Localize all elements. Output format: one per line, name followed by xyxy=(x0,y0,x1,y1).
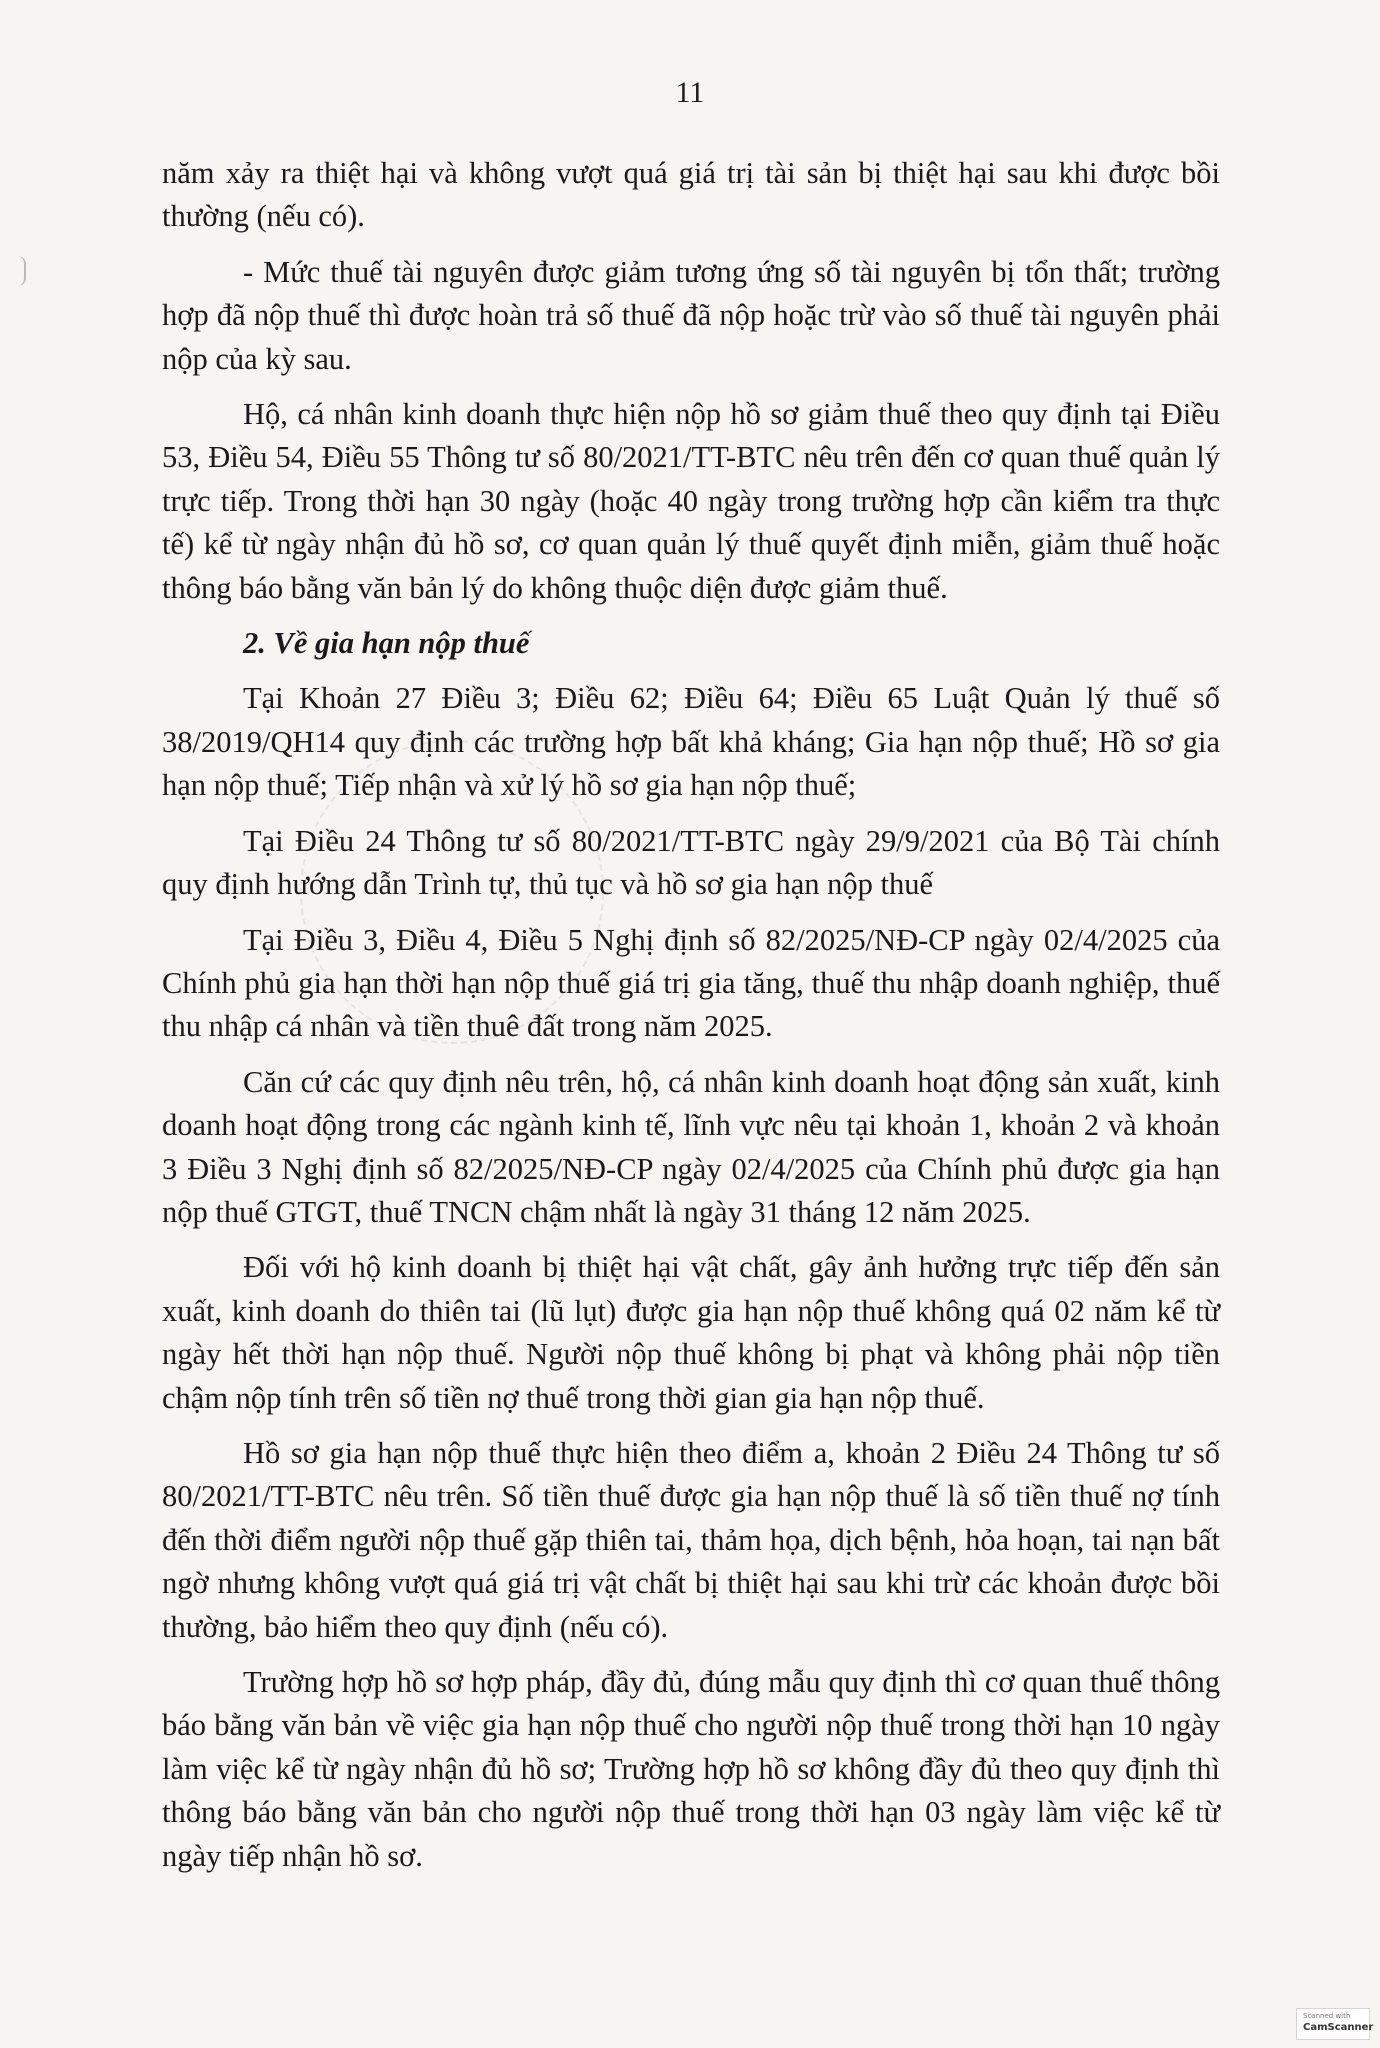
paragraph: Hộ, cá nhân kinh doanh thực hiện nộp hồ sơ giảm thuế theo quy định tại Điều 53, Điều 54, Điều 55 Thông tư số 80/2021/TT-BTC nêu trên đến cơ quan thuế quản lý trực tiếp. Trong thời hạn 30 ngày (hoặc 40 ngày trong trường hợp cần kiểm tra thực tế) kể từ ngày nhận đủ hồ sơ, cơ quan quản lý thuế quyết định miễn, giảm thuế hoặc thông báo bằng văn bản lý do không thuộc diện được giảm thuế. xyxy=(162,397,1220,605)
scanner-badge-line1: Scanned with xyxy=(1303,2012,1351,2020)
paragraph: - Mức thuế tài nguyên được giảm tương ứng số tài nguyên bị tổn thất; trường hợp đã nộp thuế thì được hoàn trả số thuế đã nộp hoặc trừ vào số thuế tài nguyên phải nộp của kỳ sau. xyxy=(162,254,1220,376)
paragraph: Trường hợp hồ sơ hợp pháp, đầy đủ, đúng mẫu quy định thì cơ quan thuế thông báo bằng văn bản về việc gia hạn nộp thuế cho người nộp thuế trong thời hạn 10 ngày làm việc kể từ ngày nhận đủ hồ sơ; Trường hợp hồ sơ không đầy đủ theo quy định thì thông báo bằng văn bản cho người nộp thuế trong thời hạn 03 ngày làm việc kể từ ngày tiếp nhận hồ sơ. xyxy=(162,1665,1220,1873)
document-body xyxy=(162,152,1220,1890)
section-heading: 2. Về gia hạn nộp thuế xyxy=(243,626,530,661)
paragraph: Căn cứ các quy định nêu trên, hộ, cá nhân kinh doanh hoạt động sản xuất, kinh doanh hoạt động trong các ngành kinh tế, lĩnh vực nêu tại khoản 1, khoản 2 và khoản 3 Điều 3 Nghị định số 82/2025/NĐ-CP ngày 02/4/2025 của Chính phủ được gia hạn nộp thuế GTGT, thuế TNCN chậm nhất là ngày 31 tháng 12 năm 2025. xyxy=(162,1064,1220,1229)
scanner-badge-line2: CamScanner xyxy=(1303,2022,1374,2033)
paragraph: Hồ sơ gia hạn nộp thuế thực hiện theo điểm a, khoản 2 Điều 24 Thông tư số 80/2021/TT-BTC nêu trên. Số tiền thuế được gia hạn nộp thuế là số tiền thuế nợ tính đến thời điểm người nộp thuế gặp thiên tai, thảm họa, dịch bệnh, hỏa hoạn, tai nạn bất ngờ nhưng không vượt quá giá trị vật chất bị thiệt hại sau khi trừ các khoản được bồi thường, bảo hiểm theo quy định (nếu có). xyxy=(162,1435,1220,1644)
paragraph-continuation: năm xảy ra thiệt hại và không vượt quá giá trị tài sản bị thiệt hại sau khi được bồi thường (nếu có). xyxy=(162,156,1220,234)
paragraph: Tại Điều 3, Điều 4, Điều 5 Nghị định số 82/2025/NĐ-CP ngày 02/4/2025 của Chính phủ gia hạn thời hạn nộp thuế giá trị gia tăng, thuế thu nhập doanh nghiệp, thuế thu nhập cá nhân và tiền thuê đất trong năm 2025. xyxy=(162,922,1220,1044)
page-number: 11 xyxy=(675,76,705,109)
margin-mark xyxy=(18,256,26,286)
paragraph: Tại Điều 24 Thông tư số 80/2021/TT-BTC ngày 29/9/2021 của Bộ Tài chính quy định hướng dẫn Trình tự, thủ tục và hồ sơ gia hạn nộp thuế xyxy=(162,823,1220,902)
scanner-badge xyxy=(1296,2008,1374,2040)
paragraph: Tại Khoản 27 Điều 3; Điều 62; Điều 64; Điều 65 Luật Quản lý thuế số 38/2019/QH14 quy định các trường hợp bất khả kháng; Gia hạn nộp thuế; Hồ sơ gia hạn nộp thuế; Tiếp nhận và xử lý hồ sơ gia hạn nộp thuế; xyxy=(162,681,1220,803)
paragraph: Đối với hộ kinh doanh bị thiệt hại vật chất, gây ảnh hưởng trực tiếp đến sản xuất, kinh doanh do thiên tai (lũ lụt) được gia hạn nộp thuế không quá 02 năm kể từ ngày hết thời hạn nộp thuế. Người nộp thuế không bị phạt và không phải nộp tiền chậm nộp tính trên số tiền nợ thuế trong thời gian gia hạn nộp thuế. xyxy=(162,1250,1220,1415)
